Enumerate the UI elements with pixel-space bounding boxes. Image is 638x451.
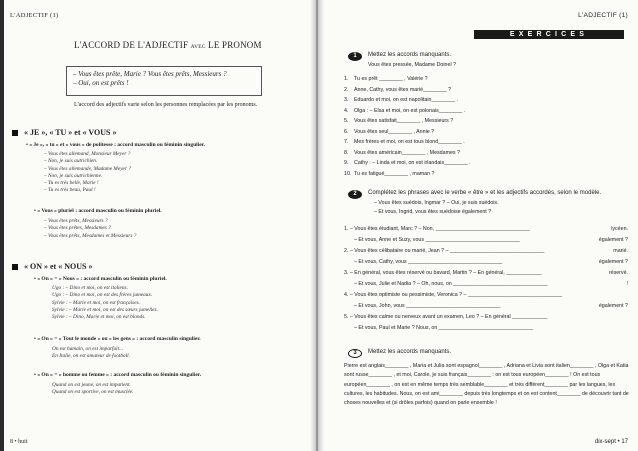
example-line: Sylvie : – Marie et moi, on est des sœurs jumelles. [52,306,158,313]
rule-1 [26,142,205,148]
caption: L'accord des adjectifs varie selon les personnes remplacées par les pronoms. [74,102,258,108]
box-line-2: – Oui, on est prêts ! [73,79,129,87]
exercise-2-line: 4. – Vous êtes optimiste ou pessimiste, Veronica ? – ________________________________ [344,292,563,298]
rule-text: • « On » = « Nous » : accord masculin ou féminin pluriel. [34,276,167,282]
item-text: Vous êtes satisfait________ , Messieurs ? [354,118,454,124]
square-bullet-icon [12,130,18,136]
exercise-1-item: 10. Tu es fatigué________ , maman ? [344,170,435,177]
rule-3 [34,276,167,282]
example-line: Ugo : – Dino et moi, on est des frères jumeaux. [52,292,153,299]
exercise-1-item: 5. Vous êtes satisfait________ , Messieurs ? [344,118,454,124]
exercise-3-text: Pierre est anglais________ , Maria et Julia sont espagnol________ , Adriana et Livia sont italien________ , Olga et Katia sont russe________ , et moi, Carole, je suis français________ : on est tous européen________ ! On est tous européen________ , on est en même temps très semblable________ et très différent________ par les langues, les cultures, les habitudes. Nous, on est ami________ depuis très longtemps et on est content________ de découvrir tant de choses nouvelles et (si drôles parfois) quand on parle ensemble ! [344,363,629,407]
example-line: En Italie, on est amateur de football. [52,353,130,360]
example-line: Quand on est jeune, on est impatient. [52,382,131,388]
page-number-left: 8 • huit [10,439,28,445]
rule-2 [34,208,162,214]
exercise-2-line-end: lycéen. [611,226,628,232]
example-line: Sylvie : – Dino, Marie et moi, on est blonds. [52,314,146,321]
exercise-2-line-end: réservé. [608,270,628,276]
rule-text: • « Vous » pluriel : accord masculin ou féminin pluriel. [34,208,162,214]
section-title: « JE », « TU » et « VOUS » [24,128,117,137]
exercise-2-line: 1. – Vous êtes étudiant, Marc ? – Non, ________________________________ [344,226,530,232]
exercise-3-instruction: Mettez les accords manquants. [368,349,452,355]
example-line: Quand on est sportive, on est musclée. [52,389,134,396]
exercise-3-number-icon: 3 [348,349,362,358]
exercise-2-example-2: – Et vous, Ingrid, vous êtes suédoise également ? [374,209,492,215]
exercise-1-item: 4. Olga : – Elsa et moi, on est polonais________ . [344,107,466,114]
example-box [66,66,262,96]
exercise-1-number-icon: 1 [348,52,362,61]
example-line: – Non, je suis autrichienne. [44,172,103,179]
exercise-1-item: 6. Vous êtes seul________ , Annie ? [344,128,435,135]
example-line: – Tu es très belle, Marie ! [44,180,99,187]
item-text: Anne, Cathy, vous êtes marié________ ? [354,86,452,93]
example-line: Sylvie : – Marie et moi, on est françaises. [52,299,140,306]
square-bullet-icon [12,264,18,270]
examples-3 [52,285,158,321]
exercise-2-number-icon: 2 [348,190,362,199]
examples-4 [52,346,130,361]
exercise-2-line: 5. – Vous êtes calme ou nerveux avant un examen, Leo ? – En général ____________ [344,314,548,320]
exercise-2-line-end: marié. [613,248,628,254]
exercices-bar: EXERCICES [474,30,624,39]
exercise-1-item: 8. Vous êtes américain________ , Mesdames ? [344,149,461,156]
title-end: LE PRONOM [208,40,262,50]
exercise-1-item: 3. Eduardo et moi, on est napolitain________ . [344,97,458,103]
exercise-2-line-end: également ? [598,303,628,309]
title-main: L'ACCORD DE L'ADJECTIF [74,40,189,50]
example-line: – Vous êtes prêtes, Mesdames ? [44,225,111,232]
item-text: Cathy : – Linda et moi, on est irlandais________ . [354,160,471,166]
exercise-2-line: – Et vous, Julie et Nadia ? – Oh, nous, on ________________________________ [354,281,548,287]
lesson-title [74,40,262,50]
exercise-2-line-end: ! [626,281,628,287]
example-line: On est humain, on est imparfait... [52,346,124,352]
item-text: Vous êtes américain________ , Mesdames ? [354,149,461,156]
rule-text: • « Je », « tu » et « vous » de politesse : accord masculin ou féminin singulier. [26,142,205,148]
exercise-1-item: 1. Tu es prêt ________ , Valérie ? [344,76,428,82]
rule-text: • « On » = « Tout le monde » ou « les gens » : accord masculin singulier. [34,336,201,342]
item-text: Olga : – Elsa et moi, on est polonais________ . [354,107,466,114]
item-text: Mes frères et moi, on est tous blond________ . [354,139,465,145]
exercise-1-instruction: Mettez les accords manquants. [368,52,452,58]
exercise-1-item: 9. Cathy : – Linda et moi, on est irlandais________ . [344,160,471,166]
title-small: AVEC [190,44,206,50]
rule-5 [34,372,201,378]
exercise-2-line: – Et vous, Paul et Marie ? Nous, on ________________________________ [354,325,534,331]
rule-4 [34,336,201,342]
exercise-2-line: 2. – Vous êtes célibataire ou marié, Jean ? – ________________________________ [344,248,545,254]
section-title: « ON » et « NOUS » [24,262,93,271]
exercise-2-line: – Et vous, Anne et Suzy, vous ________________________________ [354,237,520,243]
exercise-2-line: – Et vous, John, vous ________________________________ [354,303,501,309]
item-text: Eduardo et moi, on est napolitain________ . [354,97,458,103]
example-line: – Vous êtes prêts, Messieurs ? [44,218,108,224]
example-line: – Non, je suis autrichien. [44,158,98,165]
running-head-right: L'ADJECTIF (1) [578,12,628,19]
exercise-2-line: – Et vous, Cathy, vous ________________________________ [354,259,503,265]
exercise-1-example: Vous êtes pressée, Madame Doinel ? [368,62,457,68]
rule-text: • « On » = « homme ou femme » : accord masculin ou féminin singulier. [34,372,202,378]
item-text: Tu es prêt ________ , Valérie ? [354,76,428,82]
example-line: – Vous êtes allemand, Monsieur Meyer ? [44,151,131,157]
example-line: – Vous êtes allemande, Madame Meyer ? [44,165,131,172]
exercise-2-line: 3. – En général, vous êtes réservé ou bavard, Martin ? – En général, ____________ [344,270,542,276]
examples-5 [52,382,134,397]
book-gutter [310,0,324,451]
exercise-1-item: 2. Anne, Cathy, vous êtes marié________ ? [344,86,452,93]
item-text: Vous êtes seul________ , Annie ? [354,128,435,135]
examples-1 [44,151,131,195]
exercise-2-example-1: – Vous êtes suédois, Ingmar ? – Oui, je suis suédois. [374,200,499,206]
exercise-2-line-end: également ? [598,237,628,243]
section-heading-je-tu-vous [12,128,116,137]
exercise-1-item: 7. Mes frères et moi, on est tous blond________ . [344,139,465,145]
examples-2 [44,218,136,240]
section-heading-on-nous [12,262,92,271]
page-number-right: dix-sept • 17 [594,439,628,445]
example-line: Ugo : – Dino et moi, on est italiens. [52,285,128,291]
example-line: – Vous êtes prêts, Mesdames et Messieurs ? [44,232,137,239]
right-page [324,0,638,451]
box-line-1: – Vous êtes prête, Marie ? Vous êtes prêts, Messieurs ? [73,70,227,78]
item-text: Tu es fatigué________ , maman ? [354,170,435,177]
running-head-left: L'ADJECTIF (1) [10,12,59,19]
left-page [4,0,310,451]
example-line: – Tu es très beau, Paul ! [44,187,96,194]
exercise-2-instruction: Complétez les phrases avec le verbe « être » et les adjectifs accordés, selon le modèle. [368,190,602,196]
exercise-2-line-end: également ? [598,259,628,265]
